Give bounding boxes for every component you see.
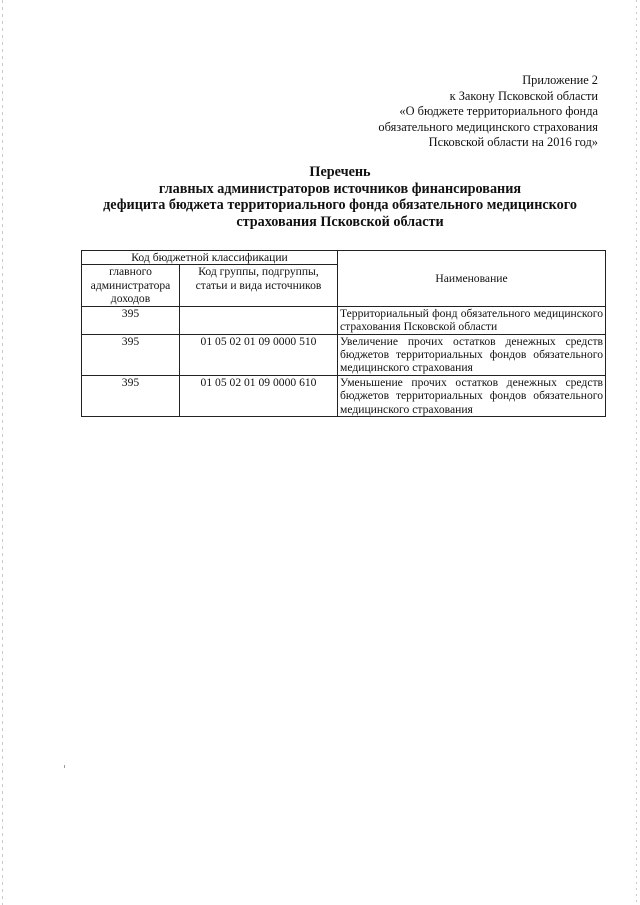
admin-code-cell: 395 (82, 375, 180, 416)
title-line: Перечень (309, 164, 371, 180)
budget-classification-header: Код бюджетной классификации (82, 251, 338, 265)
name-cell: Уменьшение прочих остатков денежных средств бюджетов территориальных фондов обязательного медицинского страхования (338, 375, 606, 416)
document-title (40, 164, 640, 230)
scan-edge-right (636, 0, 637, 905)
admin-column-header: главного администратора доходов (82, 265, 180, 306)
appendix-line: к Закону Псковской области (449, 88, 598, 103)
administrators-table (81, 250, 606, 417)
title-line: дефицита бюджета территориального фонда обязательного медицинского (103, 197, 577, 213)
appendix-line: Приложение 2 (522, 73, 598, 87)
code-column-header: Код группы, подгруппы, статьи и вида источников (180, 265, 338, 306)
title-line: главных администраторов источников финансирования (158, 180, 522, 197)
table-row (82, 375, 606, 416)
source-code-cell: 01 05 02 01 09 0000 510 (180, 334, 338, 375)
scan-speck (64, 765, 65, 768)
name-cell: Увеличение прочих остатков денежных средств бюджетов территориальных фондов обязательного медицинского страхования (338, 334, 606, 375)
name-cell: Территориальный фонд обязательного медицинского страхования Псковской области (338, 306, 606, 334)
table-header-row (82, 251, 606, 265)
table-row (82, 334, 606, 375)
appendix-header (378, 73, 598, 151)
admin-code-cell: 395 (82, 334, 180, 375)
name-column-header: Наименование (338, 251, 606, 307)
title-line: страхования Псковской области (236, 213, 444, 230)
appendix-line: «О бюджете территориального фонда (399, 104, 598, 118)
table-row (82, 306, 606, 334)
source-code-cell (180, 306, 338, 334)
scan-edge-left (2, 0, 3, 905)
appendix-line: обязательного медицинского страхования (378, 119, 598, 134)
source-code-cell: 01 05 02 01 09 0000 610 (180, 375, 338, 416)
admin-code-cell: 395 (82, 306, 180, 334)
appendix-line: Псковской области на 2016 год» (428, 135, 598, 149)
